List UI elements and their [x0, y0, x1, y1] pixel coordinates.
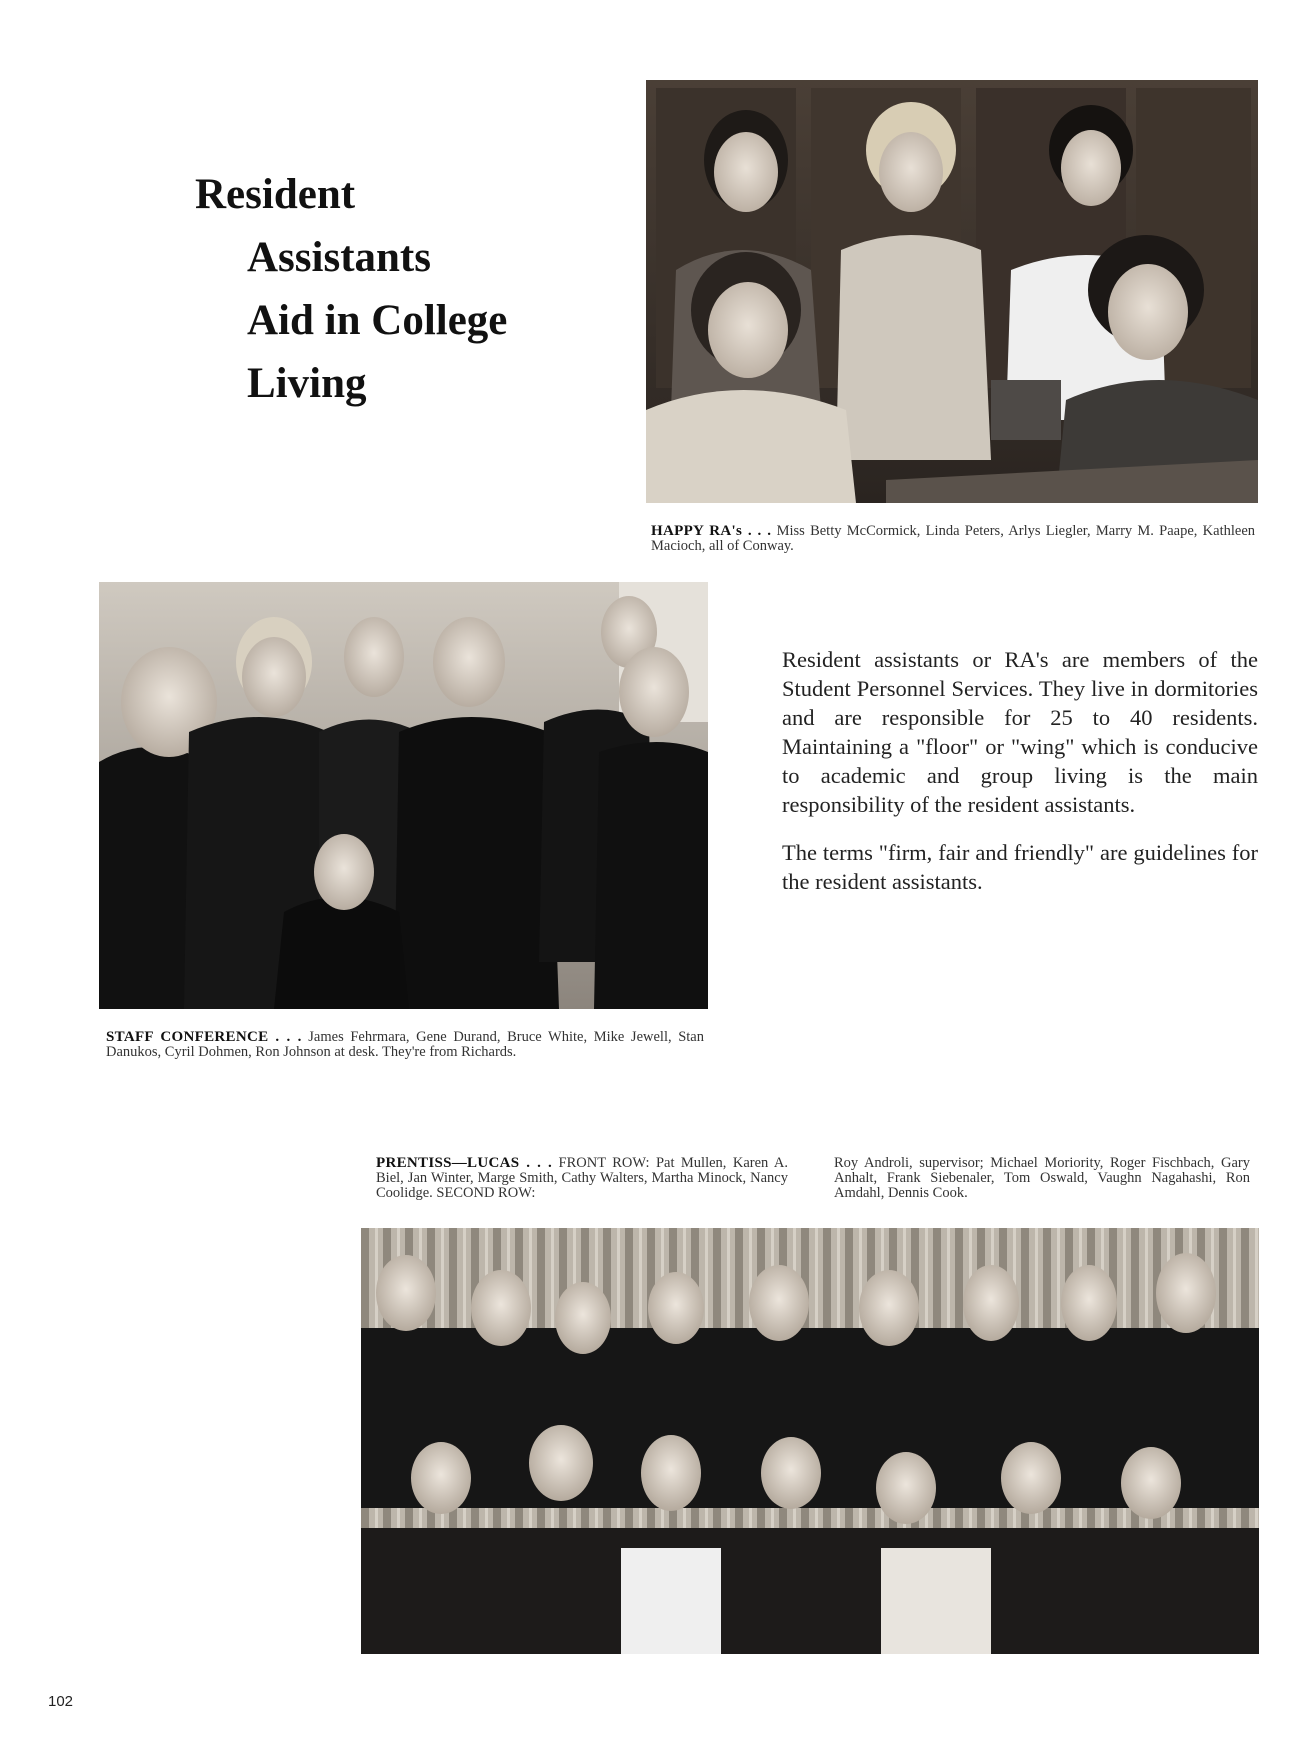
caption-staff-conference — [106, 1030, 704, 1060]
caption-text: Roy Androli, supervisor; Michael Moriority, Roger Fischbach, Gary Anhalt, Frank Siebenaler, Tom Oswald, Vaughn Nagahashi, Ron Amdahl, Dennis Cook. — [834, 1155, 1250, 1201]
caption-text: Miss Betty McCormick, Linda Peters, Arlys Liegler, Marry M. Paape, Kathleen Macioch, all of Conway. — [651, 523, 1256, 554]
caption-lead: PRENTISS—LUCAS . . . — [376, 1155, 553, 1171]
photo-happy-ras-image — [646, 80, 1258, 503]
caption-text: James Fehrmara, Gene Durand, Bruce White, Mike Jewell, Stan Danukos, Cyril Dohmen, Ron Johnson at desk. They're from Richards. — [106, 1029, 704, 1060]
caption-prentiss-lucas-col2 — [834, 1156, 1250, 1201]
photo-prentiss-lucas-image — [361, 1228, 1259, 1654]
title-line-2: Assistants — [247, 234, 431, 281]
page-number: 102 — [48, 1693, 74, 1710]
caption-prentiss-lucas-col1 — [376, 1156, 788, 1201]
title-line-4: Living — [247, 360, 367, 407]
photo-prentiss-lucas — [361, 1228, 1259, 1654]
article-paragraph-2: The terms "firm, fair and friendly" are guidelines for the resident assistants. — [782, 840, 1258, 894]
article-paragraph-1: Resident assistants or RA's are members of the Student Personnel Services. They live in dormitories and are responsible for 25 to 40 residents. Maintaining a "floor" or "wing" which is conducive to academic and group living is the main responsibility of the resident assistants. — [782, 647, 1258, 817]
title-line-3: Aid in College — [247, 297, 508, 344]
caption-text: FRONT ROW: Pat Mullen, Karen A. Biel, Jan Winter, Marge Smith, Cathy Walters, Martha Minock, Nancy Coolidge. SECOND ROW: — [376, 1155, 788, 1201]
photo-staff-conference-image — [99, 582, 708, 1009]
caption-happy-ras — [651, 524, 1255, 554]
caption-lead: HAPPY RA's . . . — [651, 523, 772, 539]
page-title — [195, 163, 507, 415]
title-line-1: Resident — [195, 171, 356, 218]
article-body — [782, 645, 1258, 915]
photo-staff-conference — [99, 582, 708, 1009]
caption-lead: STAFF CONFERENCE . . . — [106, 1029, 302, 1045]
photo-happy-ras — [646, 80, 1258, 503]
